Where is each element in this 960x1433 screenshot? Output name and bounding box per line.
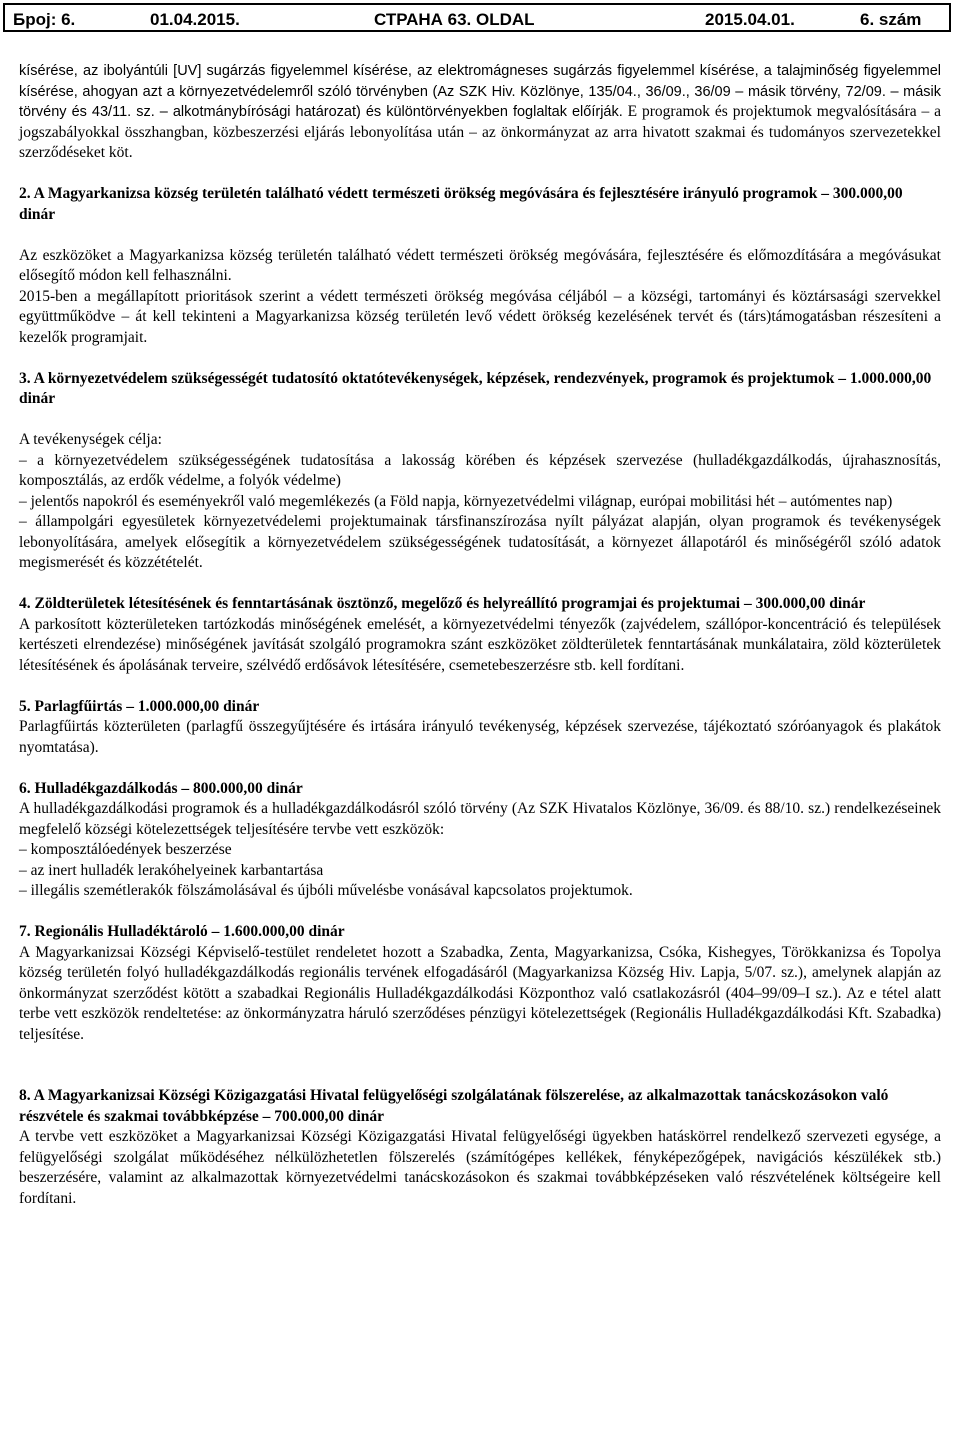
section-heading: 6. Hulladékgazdálkodás – 800.000,00 dinár bbox=[19, 779, 303, 797]
list-item: – illegális szemétlerakók fölszámolásával és újbóli művelésbe vonásával kapcsolatos projektumok. bbox=[19, 882, 633, 899]
section-8 bbox=[19, 1086, 941, 1209]
list-item: – jelentős napokról és eseményekről való megemlékezés (a Föld napja, környezetvédelmi világnap, európai mobilitási hét – autómentes nap) bbox=[19, 492, 893, 510]
section-4 bbox=[19, 594, 941, 676]
list-item: – állampolgári egyesületek környezetvédelemi projektumainak társfinanszírozása nyílt pályázat alapján, olyan programok és tevékenységek lebonyolítására, amelyek elősegítik a környezetvédelem szükségességének tudatosítását, a környezet állapotáról és minőségéről szóló adatok megismerését és közzétételét. bbox=[19, 513, 941, 571]
section-paragraph: A Magyarkanizsai Községi Képviselő-testület rendeletet hozott a Szabadka, Zenta, Magyarkanizsa, Csóka, Kishegyes, Törökkanizsa és Topolya község területén folyó hulladékgazdálkodás regionális tervének elfogadásáról (Magyarkanizsa Község Hiv. Lapja, 5/07. sz.), amelynek alapján az önkormányzat szerződést kötött a szabadkai Regionális Hulladékgazdálkodási Központhoz való csatlakozásról (404–99/09–I sz.). Az e tétel alatt terbe vett eszközök rendeltetése: az önkormányzatra háruló szerződéses pénzügyi kötelezettségek (Regionális Hulladékgazdálkodási Kft. Szabadka) teljesítése. bbox=[19, 943, 941, 1043]
page-header bbox=[3, 3, 951, 32]
section-lead: A tevékenységek célja: bbox=[19, 431, 162, 448]
section-heading: 2. A Magyarkanizsa község területén található védett természeti örökség megóvására és fejlesztésére irányuló programok – 300.000,00 dinár bbox=[19, 185, 903, 223]
intro-serif-text: E programok és projektumok megvalósítására – a jogszabályokkal összhangban, közbeszerzési eljárás lebonyolítása után – az önkormányzat az arra hivatott szakmai és tudományos szervezetekkel szerződéseket köt. bbox=[19, 103, 942, 161]
section-paragraph: Az eszközöket a Magyarkanizsa község területén található védett természeti örökség megóvására, fejlesztésére és előmozdítására a megóvásukat elősegítő módon kell felhasználni. bbox=[19, 246, 941, 284]
section-paragraph: A parkosított közterületeken tartózkodás minőségének emelését, a környezetvédelmi tényezők (zajvédelem, szállópor-koncentráció és települések kertészeti elrendezése) minőségének javítását szolgáló programokra szánt eszközöket zöldterületek fenntartásának munkálataira, zöld közterületek létesítésének és ápolásának terveire, szélvédő erdősávok létesítésére, csemetebeszerzésre stb. kell fordítani. bbox=[19, 615, 941, 674]
section-heading: 5. Parlagfűirtás – 1.000.000,00 dinár bbox=[19, 697, 260, 715]
section-2 bbox=[19, 184, 941, 348]
section-3 bbox=[19, 369, 941, 574]
section-paragraph: A tervbe vett eszközöket a Magyarkanizsai Községi Közigazgatási Hivatal felügyelőségi ügyekben hatáskörrel rendelkező szervezeti egysége, a felügyelőségi szolgálat működéséhez nélkülözhetetlen fölszerelés (számítógépes kellékek, fényképezőgépek, navigációs készülékek stb.) beszerzésére, valamint az alkalmazottak környezetvédelmi tanácskozásokon és szakmai továbbképzéseken való részvételének költségeire kell fordítani. bbox=[19, 1128, 941, 1207]
section-lead: A hulladékgazdálkodási programok és a hulladékgazdálkodásról szóló törvény (Az SZK Hivatalos Közlönye, 36/09. és 88/10. sz.) rendelkezéseinek megfelelő községi kötelezettségek teljesítésére tervbe vett eszközök: bbox=[19, 800, 941, 838]
list-item: – az inert hulladék lerakóhelyeinek karbantartása bbox=[19, 861, 324, 879]
section-heading: 3. A környezetvédelem szükségességét tudatosító oktatótevékenységek, képzések, rendezvények, programok és projektumok – 1.000.000,00 dinár bbox=[19, 369, 932, 407]
section-7 bbox=[19, 922, 941, 1045]
section-heading: 7. Regionális Hulladéktároló – 1.600.000,00 dinár bbox=[19, 923, 345, 940]
page-label: СТРАНА 63. OLDAL bbox=[374, 10, 535, 29]
section-heading: 8. A Magyarkanizsai Községi Közigazgatási Hivatal felügyelőségi szolgálatának fölszerelése, az alkalmazottak tanácskozásokon való részvétele és szakmai továbbképzése – 700.000,00 dinár bbox=[19, 1087, 889, 1125]
issue-number-hu: 6. szám bbox=[860, 10, 922, 29]
section-paragraph: Parlagfűirtás közterületen (parlagfű összegyűjtésére és irtására irányuló tevékenység, képzések szervezése, tájékoztató szóróanyagok és plakátok nyomtatása). bbox=[19, 718, 941, 756]
issue-number-sr: Број: 6. bbox=[13, 10, 76, 29]
list-item: – a környezetvédelem szükségességének tudatosítása a lakosság körében és képzések szervezése (hulladékgazdálkodás, újrahasznosítás, komposztálás, az erdők védelme, a folyók védelme) bbox=[19, 451, 941, 489]
document-body bbox=[19, 61, 941, 1209]
section-paragraph: 2015-ben a megállapított prioritások szerint a védett természeti örökség megóvása céljából – a községi, tartományi és köztársasági szervekkel együttműködve – át kell tekinteni a Magyarkanizsa község területén levő védett örökség kezelésének tervét és (társ)támogatásban részesíteni a kezelők programjait. bbox=[19, 287, 941, 346]
date-sr: 01.04.2015. bbox=[150, 10, 240, 29]
date-hu: 2015.04.01. bbox=[705, 10, 795, 29]
list-item: – komposztálóedények beszerzése bbox=[19, 841, 232, 858]
intro-sans-text: kísérése, az ibolyántúli [UV] sugárzás figyelemmel kísérése, az elektromágneses sugárzás figyelemmel kísérése, a talajminőség figyelemmel kísérése, ahogyan azt a környezetvédelemről szóló törvényben (Az SZK Hiv. Közlönye, 135/04., 36/09., 36/09 – másik törvény, 72/09. – másik törvény és 43/11. sz. – alkotmánybírósági határozat) és különtörvényekben foglaltak előírják. bbox=[19, 63, 941, 120]
section-heading: 4. Zöldterületek létesítésének és fenntartásának ösztönző, megelőző és helyreállító programjai és projektumai – 300.000,00 dinár bbox=[19, 595, 866, 612]
intro-paragraph bbox=[19, 61, 941, 164]
section-6 bbox=[19, 779, 941, 902]
section-5 bbox=[19, 697, 941, 759]
